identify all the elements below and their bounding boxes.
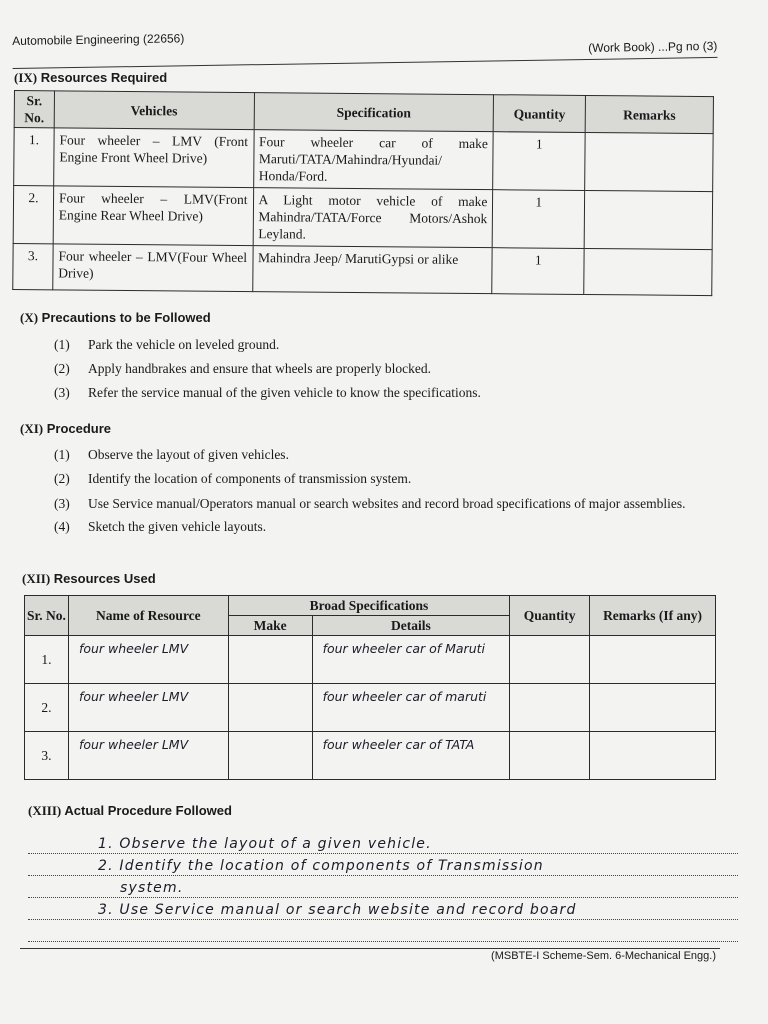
cell-vehicle: Four wheeler – LMV (Front Engine Front Wheel Drive)	[54, 128, 254, 188]
cell-remarks	[584, 248, 712, 295]
cell-name-handwritten: four wheeler LMV	[68, 732, 228, 780]
col-sr-no: Sr. No.	[25, 596, 69, 636]
section-xiii-heading: Actual Procedure Followed	[64, 803, 232, 818]
ruled-line	[28, 898, 738, 920]
cell-qty: 1	[492, 248, 584, 295]
cell-qty	[510, 732, 590, 780]
cell-details-handwritten: four wheeler car of TATA	[312, 732, 510, 780]
list-item: (3) Use Service manual/Operators manual or search websites and record broad specifications of major assemblies.	[54, 496, 686, 511]
col-broad-specifications: Broad Specifications	[228, 596, 510, 616]
col-sr-no: Sr. No.	[14, 91, 54, 128]
cell-vehicle: Four wheeler – LMV(Four Wheel Drive)	[53, 244, 253, 292]
section-xi-number: (XI)	[20, 421, 44, 436]
list-item: (2) Apply handbrakes and ensure that wheels are properly blocked.	[54, 361, 432, 376]
section-xi-heading: Procedure	[46, 421, 112, 436]
cell-sr: 1.	[25, 636, 69, 684]
section-xii-heading: Resources Used	[53, 571, 156, 586]
handwritten-procedure	[28, 832, 738, 942]
course-title: Automobile Engineering (22656)	[12, 31, 185, 48]
section-xii-title	[22, 571, 156, 587]
section-xiii-title	[28, 803, 232, 819]
cell-remarks	[590, 684, 716, 732]
cell-spec: Four wheeler car of make Maruti/TATA/Mahindra/Hyundai/ Honda/Ford.	[253, 130, 493, 190]
col-vehicles: Vehicles	[54, 91, 254, 130]
table-row	[13, 186, 712, 250]
section-ix-number: (IX)	[14, 70, 38, 85]
table-row	[25, 636, 716, 684]
cell-vehicle: Four wheeler – LMV(Front Engine Rear Wheel Drive)	[53, 186, 253, 246]
handwritten-text: system.	[120, 880, 184, 896]
list-item: (4) Sketch the given vehicle layouts.	[54, 519, 267, 534]
footer-rule	[20, 948, 720, 949]
procedure-list	[54, 443, 716, 539]
cell-remarks	[584, 190, 712, 249]
cell-details-handwritten: four wheeler car of Maruti	[312, 636, 510, 684]
section-ix-heading: Resources Required	[40, 70, 168, 85]
page-footer: (MSBTE-I Scheme-Sem. 6-Mechanical Engg.)	[491, 950, 716, 962]
cell-sr: 2.	[13, 186, 53, 244]
cell-make	[228, 684, 312, 732]
cell-spec: Mahindra Jeep/ MarutiGypsi or alike	[252, 246, 492, 294]
cell-spec: A Light motor vehicle of make Mahindra/TATA/Force Motors/Ashok Leyland.	[253, 188, 493, 248]
section-ix-title	[14, 70, 167, 86]
list-item: (3) Refer the service manual of the given vehicle to know the specifications.	[54, 385, 481, 400]
col-make: Make	[228, 616, 312, 636]
col-quantity: Quantity	[510, 596, 590, 636]
cell-details-handwritten: four wheeler car of maruti	[312, 684, 510, 732]
cell-qty: 1	[493, 190, 585, 249]
cell-make	[228, 732, 312, 780]
list-item: (1) Observe the layout of given vehicles.	[54, 447, 289, 462]
precautions-list	[54, 333, 714, 405]
col-details: Details	[312, 616, 510, 636]
section-xi-title	[20, 421, 111, 437]
ruled-line	[28, 920, 738, 942]
cell-remarks	[590, 636, 716, 684]
list-item: (1) Park the vehicle on leveled ground.	[54, 337, 280, 352]
cell-sr: 3.	[13, 243, 53, 289]
cell-name-handwritten: four wheeler LMV	[68, 636, 228, 684]
handwritten-text: 3. Use Service manual or search website and record board	[98, 902, 577, 918]
handwritten-text: 2. Identify the location of components of Transmission	[98, 858, 544, 874]
col-specification: Specification	[254, 93, 494, 132]
cell-sr: 2.	[25, 684, 69, 732]
cell-qty	[510, 636, 590, 684]
table-row	[13, 243, 712, 295]
cell-remarks	[585, 132, 713, 191]
section-x-heading: Precautions to be Followed	[41, 310, 211, 325]
cell-qty	[510, 684, 590, 732]
cell-sr: 3.	[25, 732, 69, 780]
table-row	[14, 128, 713, 192]
cell-sr: 1.	[14, 128, 54, 186]
col-name-of-resource: Name of Resource	[68, 596, 228, 636]
ruled-line	[28, 832, 738, 854]
cell-name-handwritten: four wheeler LMV	[68, 684, 228, 732]
col-remarks: Remarks (If any)	[590, 596, 716, 636]
col-quantity: Quantity	[494, 95, 586, 133]
ruled-line	[28, 876, 738, 898]
section-xiii-number: (XIII)	[28, 803, 62, 818]
header-rule	[13, 57, 718, 69]
col-remarks: Remarks	[585, 95, 713, 133]
table-row	[25, 732, 716, 780]
ruled-line	[28, 854, 738, 876]
section-x-title	[20, 310, 211, 326]
section-xii-number: (XII)	[22, 571, 51, 586]
page-number: (Work Book) ...Pg no (3)	[588, 38, 718, 55]
list-item: (2) Identify the location of components of transmission system.	[54, 471, 412, 486]
resources-used-table	[24, 595, 716, 780]
table-row	[25, 684, 716, 732]
cell-qty: 1	[493, 132, 585, 191]
table-header-row	[14, 91, 713, 134]
cell-make	[228, 636, 312, 684]
cell-remarks	[590, 732, 716, 780]
table-header-row	[25, 596, 716, 616]
resources-required-table	[12, 90, 714, 296]
handwritten-text: 1. Observe the layout of a given vehicle.	[98, 836, 432, 852]
section-x-number: (X)	[20, 310, 39, 325]
